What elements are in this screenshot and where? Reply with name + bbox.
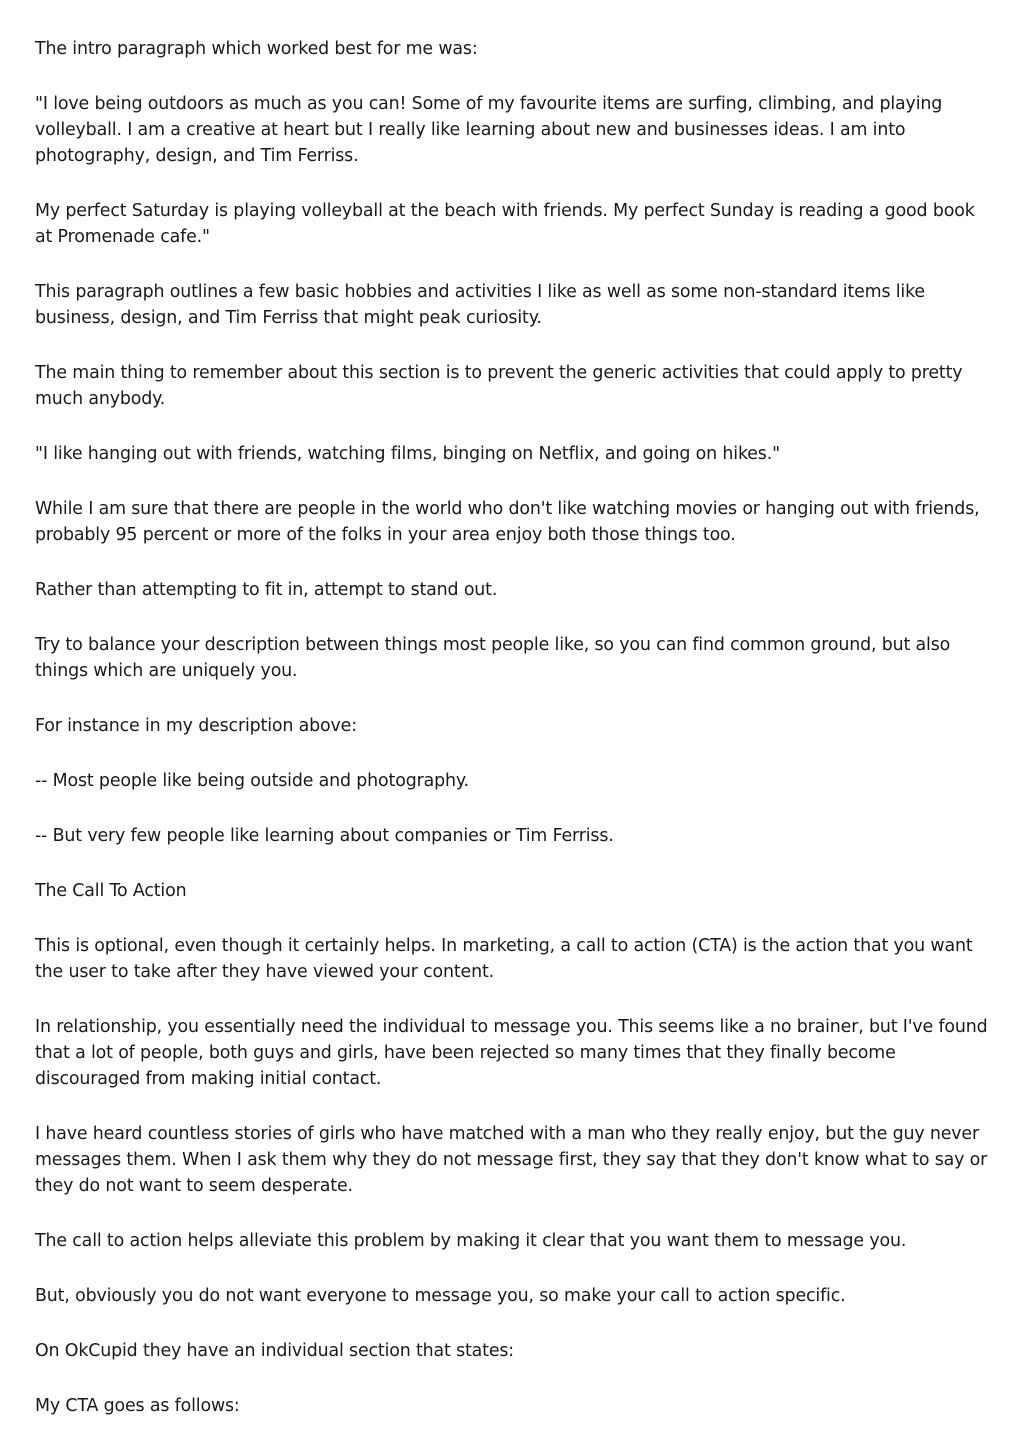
paragraph-stand-out: Rather than attempting to fit in, attempt to stand out. [35,580,498,600]
paragraph-main-thing: The main thing to remember about this section is to prevent the generic activities that could apply to pretty much anybody. [35,363,963,409]
paragraph-outline: This paragraph outlines a few basic hobbies and activities I like as well as some non-standard items like business, design, and Tim Ferriss that might peak curiosity. [35,282,925,328]
paragraph-cta-helps: The call to action helps alleviate this problem by making it clear that you want them to message you. [35,1231,907,1251]
paragraph-quote-weekend: My perfect Saturday is playing volleyball at the beach with friends. My perfect Sunday is reading a good book at Promenade cafe." [35,201,975,247]
paragraph-relationship: In relationship, you essentially need the individual to message you. This seems like a no brainer, but I've found that a lot of people, both guys and girls, have been rejected so many times that they finally become discouraged from making initial contact. [35,1017,988,1089]
paragraph-for-instance: For instance in my description above: [35,716,357,736]
list-item-few-people: -- But very few people like learning about companies or Tim Ferriss. [35,826,614,846]
paragraph-quote-outdoors: "I love being outdoors as much as you can! Some of my favourite items are surfing, climbing, and playing volleyball. I am a creative at heart but I really like learning about new and businesses ideas. I am into photography, design, and Tim Ferriss. [35,94,943,166]
document-body [35,36,995,1448]
paragraph-intro-heading: The intro paragraph which worked best for me was: [35,39,478,59]
paragraph-balance: Try to balance your description between things most people like, so you can find common ground, but also things which are uniquely you. [35,635,951,681]
paragraph-generic-quote: "I like hanging out with friends, watching films, binging on Netflix, and going on hikes." [35,444,780,464]
paragraph-generic-explanation: While I am sure that there are people in the world who don't like watching movies or hanging out with friends, probably 95 percent or more of the folks in your area enjoy both those things too. [35,499,980,545]
paragraph-cta-specific: But, obviously you do not want everyone to message you, so make your call to action specific. [35,1286,846,1306]
paragraph-stories: I have heard countless stories of girls who have matched with a man who they really enjoy, but the guy never messages them. When I ask them why they do not message first, they say that they don't know what to say or they do not want to seem desperate. [35,1124,988,1196]
section-heading-call-to-action: The Call To Action [35,881,187,901]
paragraph-my-cta: My CTA goes as follows: [35,1396,240,1416]
paragraph-okcupid: On OkCupid they have an individual section that states: [35,1341,515,1361]
paragraph-cta-optional: This is optional, even though it certainly helps. In marketing, a call to action (CTA) is the action that you want the user to take after they have viewed your content. [35,936,973,982]
list-item-most-people: -- Most people like being outside and photography. [35,771,469,791]
